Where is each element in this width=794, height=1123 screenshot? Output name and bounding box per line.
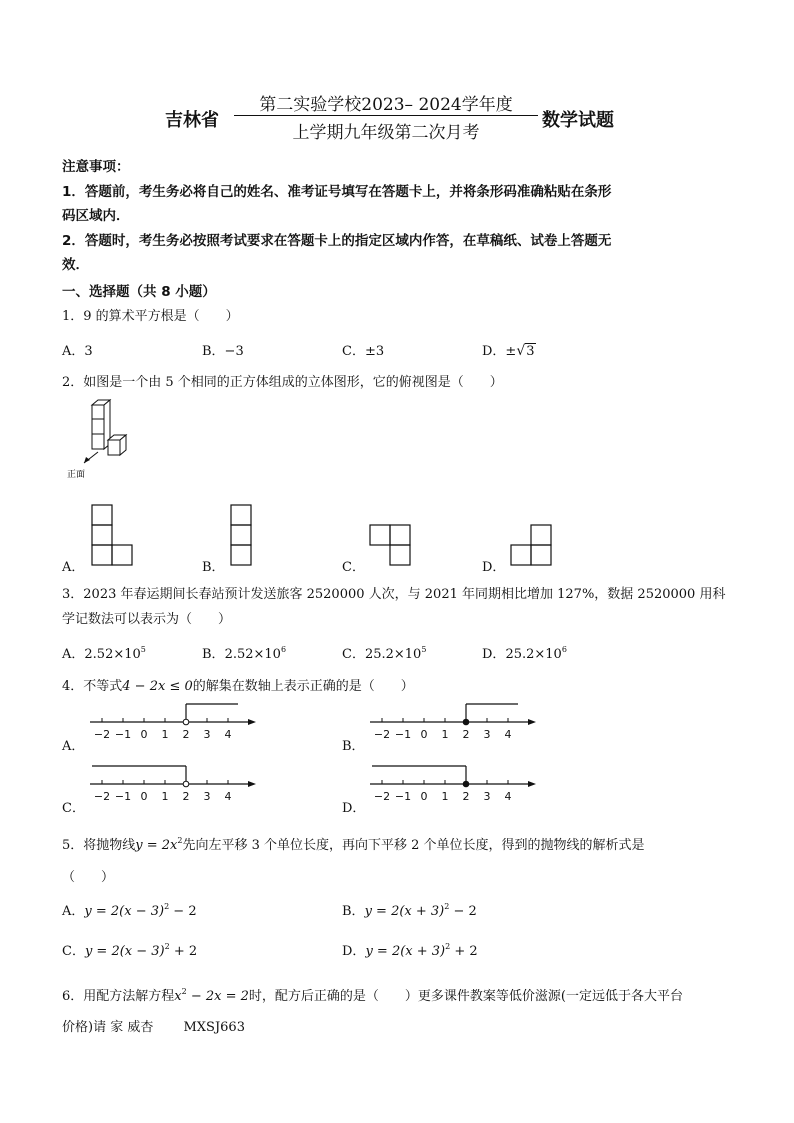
q4-stem [62,675,414,694]
q6-stem [62,985,683,1004]
q1-stem: 1．9 的算术平方根是（ ） [62,309,239,324]
q6-stem-pre: 6．用配方法解方程 [62,989,175,1004]
q1-option-b: B．−3 [202,344,244,359]
q6-line2: 价格)请 家 威杏 MXSJ663 [62,1020,245,1035]
q3-option-d [482,643,567,662]
notice-heading: 注意事项： [62,159,130,175]
q5-option-a-label: A． [62,904,85,919]
axis-tick-label: 2 [462,790,470,803]
q5-option-b-exp: 2 [444,902,450,911]
title-bottom: 上学期九年级第二次月考 [292,123,480,143]
q3-option-a-mantissa: 2.52×10 [84,647,141,662]
q3-stem-b: 学记数法可以表示为（ ） [62,612,232,627]
q5-option-c [62,940,197,959]
axis-tick-label: 0 [140,728,148,741]
axis-tick-label: −2 [373,790,391,803]
q2-option-b-label: B． [202,560,225,575]
q5-option-c-label: C． [62,944,85,959]
q4-stem-post: 的解集在数轴上表示正确的是（ ） [192,679,414,694]
q4-option-a-label: A． [62,739,85,754]
q3-option-c-exponent: 5 [421,645,427,654]
axis-tick-label: 2 [182,728,190,741]
notice-item-1b: 码区域内． [62,208,130,224]
q5-option-d [342,940,478,959]
q2-option-a-label: A． [62,560,85,575]
q3-option-b-mantissa: 2.52×10 [224,647,281,662]
q1-option-d-radicand: 3 [526,344,535,359]
q6-stem-expr: x [174,989,182,1004]
axis-tick-label: −2 [93,728,111,741]
sqrt-sign: √ [516,343,526,359]
q6-stem-post: 时，配方后正确的是（ ）更多课件教案等低价滋源(一定远低于各大平台 [248,989,683,1004]
q2-option-b-figure [229,503,255,569]
solid-point [463,719,469,725]
q3-stem-a: 3．2023 年春运期间长春站预计发送旅客 2520000 人次，与 2021 年同期相比增加 127%，数据 2520000 用科 [62,587,726,602]
q5-stem-func-exp: 2 [177,836,183,845]
axis-tick-label: 2 [182,790,190,803]
q1-option-a: A．3 [62,344,93,359]
q3-option-b-label: B． [202,647,225,662]
q3-option-c [342,643,426,662]
q4-option-c-label: C． [62,801,85,816]
axis-tick-label: 4 [504,790,512,803]
q2-front-label: 正面 [67,470,86,480]
axis-tick-label: 3 [203,728,211,741]
q3-option-a [62,643,146,662]
q5-option-d-label: D． [342,944,366,959]
q5-option-b [342,900,477,919]
q5-option-b-label: B． [342,904,365,919]
q4-option-b-label: B． [342,739,365,754]
q2-option-a-figure [90,503,136,569]
q4-stem-expr: 4 − 2x ≤ 0 [122,679,193,694]
q4-option-a-axis [88,698,258,750]
section-choice-heading: 一、选择题（共 8 小题） [62,284,216,300]
notice-item-2a: 2．答题时，考生务必按照考试要求在答题卡上的指定区域内作答，在草稿纸、试卷上答题无 [62,233,612,249]
q3-option-b-exponent: 6 [280,645,287,654]
axis-tick-label: −1 [114,790,132,803]
q5-option-b-expr: y = 2(x + 3) [364,904,445,919]
q5-option-d-expr: y = 2(x + 3) [365,944,446,959]
q2-option-d-label: D． [482,560,506,575]
title-fraction-line [234,115,538,116]
axis-tick-label: 0 [140,790,148,803]
q5-option-c-exp: 2 [164,942,170,951]
axis-tick-label: 1 [161,790,169,803]
axis-tick-label: −1 [394,790,412,803]
q5-stem [62,834,645,853]
q3-option-d-mantissa: 25.2×10 [505,647,562,662]
axis-tick-label: 0 [420,790,428,803]
axis-tick-label: 4 [224,790,232,803]
solid-point [463,781,469,787]
q2-option-c-figure [368,523,414,569]
axis-tick-label: 1 [441,728,449,741]
axis-tick-label: 1 [161,728,169,741]
q5-option-d-tail: + 2 [450,944,478,959]
q5-option-a [62,900,197,919]
axis-tick-label: −1 [394,728,412,741]
q1-option-c: C．±3 [342,344,385,359]
q4-option-b-axis [368,698,538,750]
q4-option-c-axis [88,760,258,812]
axis-tick-label: 4 [504,728,512,741]
open-point [183,719,189,725]
axis-arrow [528,719,536,725]
open-point [183,781,189,787]
q3-option-d-label: D． [482,647,506,662]
q6-stem-exp: 2 [181,987,187,996]
axis-tick-label: 2 [462,728,470,741]
axis-arrow [248,781,256,787]
q4-option-d-axis [368,760,538,812]
notice-item-1a: 1．答题前，考生务必将自己的姓名、准考证号填写在答题卡上，并将条形码准确粘贴在条形 [62,184,612,200]
title-top: 第二实验学校2023– 2024学年度 [259,95,513,115]
q4-stem-pre: 4．不等式 [62,679,123,694]
q2-stem: 2．如图是一个由 5 个相同的正方体组成的立体图形，它的俯视图是（ ） [62,375,503,390]
q5-stem-func: y = 2x [135,838,178,853]
axis-arrow [248,719,256,725]
q5-paren: （ ） [62,870,115,885]
title-right: 数学试题 [542,110,614,131]
q3-option-a-exponent: 5 [140,645,146,654]
axis-tick-label: −2 [93,790,111,803]
axis-arrow [528,781,536,787]
axis-tick-label: −2 [373,728,391,741]
notice-item-2b: 效． [62,257,89,273]
q5-option-a-expr: y = 2(x − 3) [84,904,165,919]
axis-tick-label: 4 [224,728,232,741]
q4-option-d-label: D． [342,801,366,816]
q1-option-d-prefix: D．± [482,344,517,359]
q6-stem-expr2: − 2x = 2 [186,989,249,1004]
q1-option-d [482,340,536,359]
q3-option-a-label: A． [62,647,85,662]
title-left: 吉林省 [165,110,219,131]
q5-option-a-exp: 2 [164,902,170,911]
q5-stem-pre: 5．将抛物线 [62,838,136,853]
axis-tick-label: −1 [114,728,132,741]
q3-option-b [202,643,286,662]
q2-option-c-label: C． [342,560,365,575]
q3-option-c-mantissa: 25.2×10 [364,647,422,662]
q5-stem-post: 先向左平移 3 个单位长度，再向下平移 2 个单位长度，得到的抛物线的解析式是 [182,838,645,853]
axis-tick-label: 3 [483,790,491,803]
q2-solid-figure [62,397,152,487]
q5-option-a-tail: − 2 [169,904,197,919]
q3-option-d-exponent: 6 [561,645,567,654]
axis-tick-label: 3 [203,790,211,803]
q3-option-c-label: C． [342,647,365,662]
q5-option-d-exp: 2 [445,942,451,951]
axis-tick-label: 3 [483,728,491,741]
q5-option-b-tail: − 2 [449,904,477,919]
axis-tick-label: 0 [420,728,428,741]
q5-option-c-tail: + 2 [169,944,198,959]
q5-option-c-expr: y = 2(x − 3) [84,944,165,959]
axis-tick-label: 1 [441,790,449,803]
q2-option-d-figure [509,523,555,569]
